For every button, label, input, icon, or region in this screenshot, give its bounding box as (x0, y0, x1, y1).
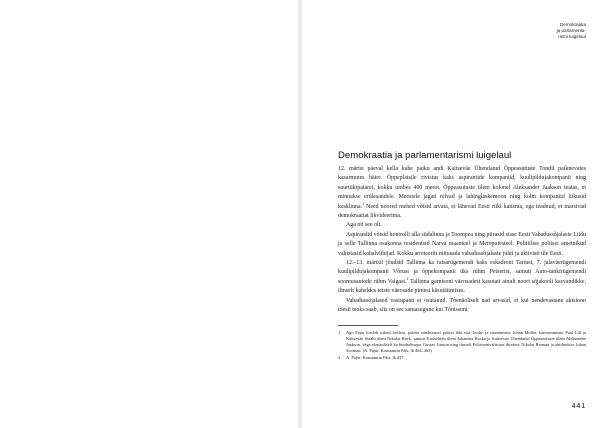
footnote-divider (338, 325, 398, 326)
footnote (338, 355, 586, 361)
running-head-line: Demokraatia (559, 22, 586, 27)
running-head-line: ja parlamenta- (556, 28, 586, 33)
running-head-line: rismi luigelaul (558, 34, 586, 39)
running-head (526, 22, 586, 40)
paragraph (338, 165, 586, 221)
footnote-number: 2 (338, 354, 341, 360)
paragraph (338, 297, 586, 316)
chapter-title: Demokraatia ja parlamentarismi luigelaul (338, 150, 512, 161)
footnotes (338, 330, 586, 361)
paragraph-text: Aspirandid võtsid kontrolli alla südalinna ja Toompea ning piirasid sisse Eesti Vabadussõjalaste Liidu ja selle Tallinna osakonna residentsid Narva maanteel ja Merepuiesteel. Poliitilise politsei ametnikud vahistasid kohalviibijad. Kokku arreteeriti mitusada vabadussõjalaste juhti ja aktivisti üle Eesti. (338, 231, 586, 257)
chapter-content (338, 150, 586, 362)
paragraph (338, 231, 586, 259)
footnote-ref: 2 (406, 275, 409, 281)
page-number: 441 (571, 401, 586, 410)
paragraph-text: Aga nii see oli. (346, 222, 382, 229)
paragraph (338, 259, 586, 297)
paragraph-text: 12.–13. märtsil jõudsid Tallinna ka ratsarügemendi kaks eskadroni Tartust, 7. jalaväerügemendi kuulipildujakompanii Võrust ja õppekompanii üks rühm Petserist, samuti Auto-tankirügemendi soomusautode rühm Valgast. (338, 260, 586, 285)
body-text (338, 165, 586, 316)
footnote-text: Ago Pajur loetleb isikud, kelleta, poleks sündmustel pööret läbi viia: kodu- ja siseminister Johan Muller, kaitseminister Paul Lill ja Kaitseväe Staabi ülem Nikolai Reek, samuti Kaitseliidu ülem Johannes Roska ja Kaitseväe Ühendatud Õppeasutuste ülem Aleksander Jaakson, väga tõenäoliselt ka kindralmajor Gustav Jonson ning ilmselt Poliitsenivalitsuse direktor Nikolai Reiman ja abidirektor Johan Sooman. (A. Pajur. Konstantin Päts, lk 464–465) (346, 329, 586, 353)
paragraph-text: Tallinna garnisoni väeosadest kasutati ainult noori sõjakooli kasvandikke, ilmselt kaheldes teiste väeosade pimesi käsutäitmises. (338, 278, 587, 295)
left-page-blank (0, 0, 298, 428)
footnote-number: 1 (338, 329, 341, 335)
paragraph-text: Vabadussõjalased vastupanu ei osutanud. Tõenäoliselt nad arvasid, et kui nendevastane aktsioon tõesti teoks saab, siis on see samasugune kui Tõnissoni (338, 297, 586, 314)
footnote-ref: 1 (362, 200, 365, 206)
paragraph (338, 221, 586, 230)
footnote-text: A. Pajur. Konstantin Päts, lk 437. (346, 354, 405, 360)
right-page (302, 0, 600, 428)
footnote (338, 330, 586, 354)
paragraph-text: Need noored mehed võisid arvata, et lähevad Eesti riiki kaitsma, ega teadnud, et marsivad demokraatiat likvideerima. (338, 203, 586, 220)
paragraph-text: 12. märtsi päeval kella kahe paiku andi Kaitseväe Ühendatud Õppeasutuste Tondil paiknevates kasarmutes häire. Õppeplatsile rivistus kaks aspirantide kompaniid, kuulipildujakompanii ning suurtükipatarei, kokku umbes 400 meest. Õppeasutuste ülem kolonel Aleksander Jaakson teatas, et minnakse erülesandele. Meestele jagati relvad ja lahinglaskemoon ning kolm kompaniid liikusid kesklinna. (338, 166, 586, 210)
